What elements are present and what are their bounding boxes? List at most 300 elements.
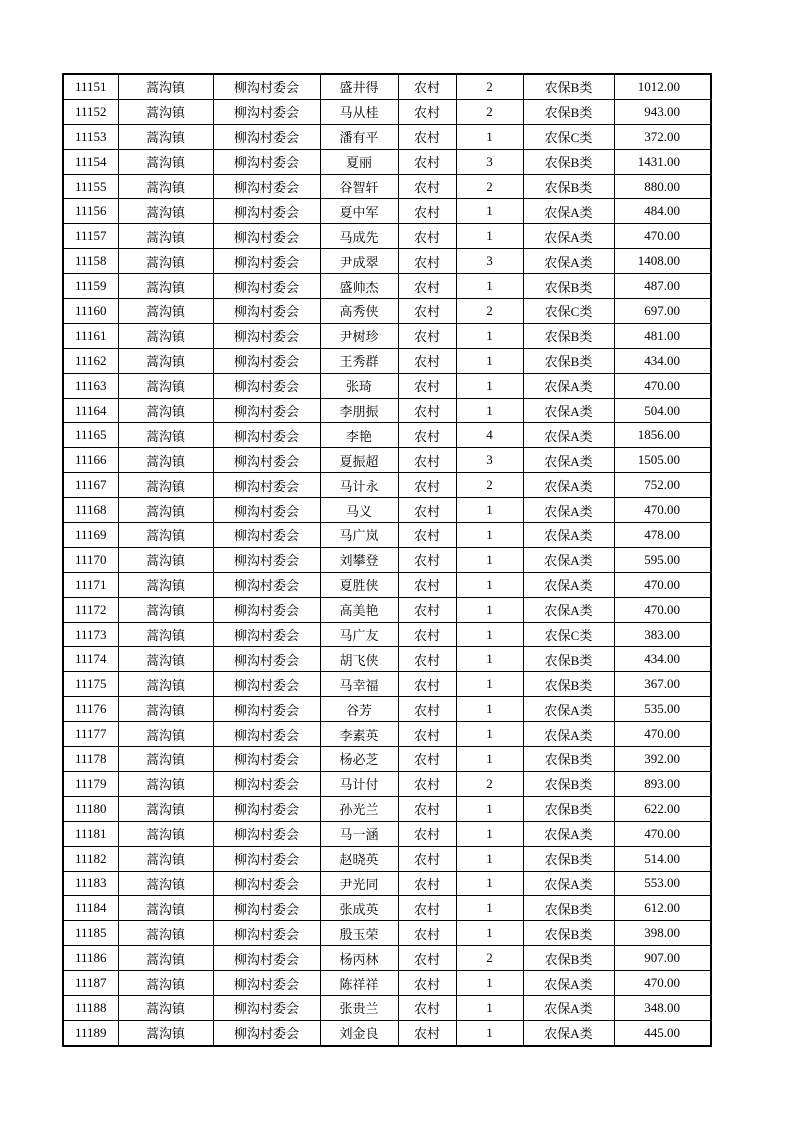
cell-person-count: 2	[456, 946, 523, 971]
cell-benefit-category: 农保A类	[523, 971, 614, 996]
cell-amount: 481.00	[614, 323, 711, 348]
table-row	[63, 398, 711, 423]
cell-name: 马幸福	[320, 672, 398, 697]
cell-village: 柳沟村委会	[213, 149, 320, 174]
table-row	[63, 597, 711, 622]
cell-id: 11175	[63, 672, 118, 697]
cell-benefit-category: 农保B类	[523, 323, 614, 348]
cell-residence-type: 农村	[398, 523, 456, 548]
cell-village: 柳沟村委会	[213, 572, 320, 597]
cell-town: 蒿沟镇	[118, 672, 213, 697]
table-row	[63, 747, 711, 772]
cell-town: 蒿沟镇	[118, 423, 213, 448]
cell-amount: 470.00	[614, 572, 711, 597]
cell-id: 11158	[63, 249, 118, 274]
cell-residence-type: 农村	[398, 846, 456, 871]
cell-id: 11155	[63, 174, 118, 199]
table-row	[63, 647, 711, 672]
cell-name: 胡飞侠	[320, 647, 398, 672]
table-row	[63, 124, 711, 149]
cell-name: 夏胜侠	[320, 572, 398, 597]
cell-name: 马广友	[320, 622, 398, 647]
cell-residence-type: 农村	[398, 747, 456, 772]
cell-id: 11182	[63, 846, 118, 871]
table-row	[63, 199, 711, 224]
cell-benefit-category: 农保B类	[523, 946, 614, 971]
cell-town: 蒿沟镇	[118, 796, 213, 821]
cell-person-count: 1	[456, 896, 523, 921]
cell-amount: 514.00	[614, 846, 711, 871]
table-row	[63, 572, 711, 597]
cell-village: 柳沟村委会	[213, 547, 320, 572]
cell-id: 11152	[63, 99, 118, 124]
cell-id: 11178	[63, 747, 118, 772]
cell-village: 柳沟村委会	[213, 846, 320, 871]
cell-village: 柳沟村委会	[213, 174, 320, 199]
cell-id: 11159	[63, 274, 118, 299]
cell-amount: 392.00	[614, 747, 711, 772]
cell-amount: 398.00	[614, 921, 711, 946]
cell-amount: 372.00	[614, 124, 711, 149]
cell-person-count: 4	[456, 423, 523, 448]
cell-residence-type: 农村	[398, 597, 456, 622]
cell-id: 11163	[63, 373, 118, 398]
cell-residence-type: 农村	[398, 896, 456, 921]
table-row	[63, 448, 711, 473]
cell-residence-type: 农村	[398, 647, 456, 672]
cell-amount: 348.00	[614, 995, 711, 1020]
cell-town: 蒿沟镇	[118, 299, 213, 324]
cell-name: 殷玉荣	[320, 921, 398, 946]
table-row	[63, 871, 711, 896]
cell-benefit-category: 农保B类	[523, 747, 614, 772]
cell-residence-type: 农村	[398, 74, 456, 99]
cell-person-count: 1	[456, 622, 523, 647]
cell-town: 蒿沟镇	[118, 523, 213, 548]
cell-name: 李朋振	[320, 398, 398, 423]
cell-village: 柳沟村委会	[213, 423, 320, 448]
cell-town: 蒿沟镇	[118, 921, 213, 946]
cell-town: 蒿沟镇	[118, 871, 213, 896]
cell-person-count: 1	[456, 199, 523, 224]
cell-residence-type: 农村	[398, 722, 456, 747]
cell-id: 11179	[63, 771, 118, 796]
cell-person-count: 3	[456, 448, 523, 473]
cell-person-count: 3	[456, 249, 523, 274]
cell-town: 蒿沟镇	[118, 697, 213, 722]
cell-name: 杨丙林	[320, 946, 398, 971]
cell-residence-type: 农村	[398, 946, 456, 971]
cell-name: 谷智轩	[320, 174, 398, 199]
cell-town: 蒿沟镇	[118, 249, 213, 274]
cell-residence-type: 农村	[398, 821, 456, 846]
cell-village: 柳沟村委会	[213, 896, 320, 921]
cell-benefit-category: 农保A类	[523, 373, 614, 398]
cell-benefit-category: 农保B类	[523, 149, 614, 174]
cell-village: 柳沟村委会	[213, 473, 320, 498]
cell-town: 蒿沟镇	[118, 149, 213, 174]
cell-id: 11160	[63, 299, 118, 324]
cell-town: 蒿沟镇	[118, 199, 213, 224]
table-row	[63, 224, 711, 249]
cell-amount: 484.00	[614, 199, 711, 224]
cell-person-count: 2	[456, 771, 523, 796]
cell-town: 蒿沟镇	[118, 821, 213, 846]
cell-village: 柳沟村委会	[213, 946, 320, 971]
cell-name: 张贵兰	[320, 995, 398, 1020]
cell-person-count: 1	[456, 647, 523, 672]
table-row	[63, 174, 711, 199]
cell-person-count: 1	[456, 995, 523, 1020]
cell-person-count: 2	[456, 74, 523, 99]
cell-benefit-category: 农保B类	[523, 796, 614, 821]
cell-name: 马计付	[320, 771, 398, 796]
cell-residence-type: 农村	[398, 274, 456, 299]
cell-residence-type: 农村	[398, 697, 456, 722]
cell-name: 马成先	[320, 224, 398, 249]
cell-benefit-category: 农保A类	[523, 547, 614, 572]
cell-person-count: 1	[456, 398, 523, 423]
cell-benefit-category: 农保A类	[523, 523, 614, 548]
cell-village: 柳沟村委会	[213, 299, 320, 324]
cell-benefit-category: 农保A类	[523, 199, 614, 224]
cell-name: 刘攀登	[320, 547, 398, 572]
cell-town: 蒿沟镇	[118, 274, 213, 299]
cell-amount: 553.00	[614, 871, 711, 896]
cell-amount: 1431.00	[614, 149, 711, 174]
cell-village: 柳沟村委会	[213, 672, 320, 697]
cell-person-count: 1	[456, 821, 523, 846]
cell-town: 蒿沟镇	[118, 224, 213, 249]
cell-person-count: 1	[456, 224, 523, 249]
cell-person-count: 1	[456, 547, 523, 572]
cell-id: 11172	[63, 597, 118, 622]
cell-benefit-category: 农保B类	[523, 896, 614, 921]
table-row	[63, 149, 711, 174]
cell-town: 蒿沟镇	[118, 622, 213, 647]
cell-amount: 1408.00	[614, 249, 711, 274]
cell-town: 蒿沟镇	[118, 448, 213, 473]
cell-town: 蒿沟镇	[118, 124, 213, 149]
cell-village: 柳沟村委会	[213, 647, 320, 672]
cell-name: 马计永	[320, 473, 398, 498]
cell-id: 11157	[63, 224, 118, 249]
cell-residence-type: 农村	[398, 572, 456, 597]
cell-person-count: 1	[456, 846, 523, 871]
table-row	[63, 498, 711, 523]
cell-town: 蒿沟镇	[118, 473, 213, 498]
cell-village: 柳沟村委会	[213, 74, 320, 99]
cell-person-count: 1	[456, 672, 523, 697]
cell-benefit-category: 农保C类	[523, 299, 614, 324]
cell-amount: 434.00	[614, 647, 711, 672]
cell-town: 蒿沟镇	[118, 74, 213, 99]
cell-town: 蒿沟镇	[118, 597, 213, 622]
cell-name: 李素英	[320, 722, 398, 747]
table-row	[63, 323, 711, 348]
cell-village: 柳沟村委会	[213, 1020, 320, 1045]
cell-village: 柳沟村委会	[213, 249, 320, 274]
table-row	[63, 995, 711, 1020]
cell-benefit-category: 农保A类	[523, 597, 614, 622]
cell-village: 柳沟村委会	[213, 448, 320, 473]
cell-name: 尹光同	[320, 871, 398, 896]
table-row	[63, 523, 711, 548]
cell-name: 盛帅杰	[320, 274, 398, 299]
cell-benefit-category: 农保A类	[523, 697, 614, 722]
cell-residence-type: 农村	[398, 249, 456, 274]
cell-benefit-category: 农保A类	[523, 224, 614, 249]
cell-name: 谷芳	[320, 697, 398, 722]
table-row	[63, 722, 711, 747]
cell-village: 柳沟村委会	[213, 697, 320, 722]
cell-id: 11151	[63, 74, 118, 99]
cell-town: 蒿沟镇	[118, 896, 213, 921]
cell-benefit-category: 农保B类	[523, 647, 614, 672]
cell-id: 11166	[63, 448, 118, 473]
cell-benefit-category: 农保B类	[523, 174, 614, 199]
cell-person-count: 1	[456, 1020, 523, 1045]
cell-person-count: 1	[456, 124, 523, 149]
cell-person-count: 3	[456, 149, 523, 174]
cell-amount: 470.00	[614, 224, 711, 249]
cell-village: 柳沟村委会	[213, 971, 320, 996]
cell-amount: 470.00	[614, 722, 711, 747]
cell-village: 柳沟村委会	[213, 373, 320, 398]
cell-id: 11153	[63, 124, 118, 149]
cell-benefit-category: 农保B类	[523, 771, 614, 796]
cell-id: 11181	[63, 821, 118, 846]
cell-residence-type: 农村	[398, 921, 456, 946]
cell-residence-type: 农村	[398, 995, 456, 1020]
table-row	[63, 473, 711, 498]
cell-benefit-category: 农保B类	[523, 348, 614, 373]
cell-residence-type: 农村	[398, 971, 456, 996]
cell-benefit-category: 农保B类	[523, 921, 614, 946]
cell-benefit-category: 农保A类	[523, 572, 614, 597]
cell-village: 柳沟村委会	[213, 597, 320, 622]
cell-amount: 612.00	[614, 896, 711, 921]
cell-benefit-category: 农保B类	[523, 672, 614, 697]
cell-id: 11170	[63, 547, 118, 572]
cell-id: 11162	[63, 348, 118, 373]
cell-village: 柳沟村委会	[213, 274, 320, 299]
cell-amount: 697.00	[614, 299, 711, 324]
cell-benefit-category: 农保A类	[523, 871, 614, 896]
cell-town: 蒿沟镇	[118, 647, 213, 672]
cell-village: 柳沟村委会	[213, 821, 320, 846]
cell-benefit-category: 农保B类	[523, 74, 614, 99]
cell-village: 柳沟村委会	[213, 124, 320, 149]
cell-person-count: 1	[456, 921, 523, 946]
cell-village: 柳沟村委会	[213, 523, 320, 548]
table-row	[63, 622, 711, 647]
table-row	[63, 821, 711, 846]
cell-town: 蒿沟镇	[118, 971, 213, 996]
cell-id: 11189	[63, 1020, 118, 1045]
cell-residence-type: 农村	[398, 1020, 456, 1045]
cell-amount: 470.00	[614, 971, 711, 996]
cell-amount: 893.00	[614, 771, 711, 796]
table-row	[63, 348, 711, 373]
table-row	[63, 771, 711, 796]
table-row	[63, 249, 711, 274]
cell-amount: 470.00	[614, 498, 711, 523]
cell-benefit-category: 农保A类	[523, 995, 614, 1020]
cell-benefit-category: 农保B类	[523, 846, 614, 871]
cell-residence-type: 农村	[398, 498, 456, 523]
cell-id: 11161	[63, 323, 118, 348]
cell-village: 柳沟村委会	[213, 199, 320, 224]
cell-name: 孙光兰	[320, 796, 398, 821]
cell-person-count: 2	[456, 299, 523, 324]
cell-name: 夏振超	[320, 448, 398, 473]
cell-person-count: 1	[456, 971, 523, 996]
cell-person-count: 1	[456, 796, 523, 821]
cell-person-count: 1	[456, 871, 523, 896]
cell-name: 张琦	[320, 373, 398, 398]
cell-residence-type: 农村	[398, 622, 456, 647]
table-row	[63, 99, 711, 124]
cell-residence-type: 农村	[398, 299, 456, 324]
cell-person-count: 1	[456, 274, 523, 299]
cell-town: 蒿沟镇	[118, 373, 213, 398]
cell-benefit-category: 农保A类	[523, 398, 614, 423]
cell-town: 蒿沟镇	[118, 572, 213, 597]
cell-residence-type: 农村	[398, 398, 456, 423]
cell-amount: 470.00	[614, 597, 711, 622]
cell-village: 柳沟村委会	[213, 323, 320, 348]
cell-person-count: 1	[456, 697, 523, 722]
cell-person-count: 2	[456, 473, 523, 498]
cell-person-count: 1	[456, 323, 523, 348]
cell-benefit-category: 农保A类	[523, 473, 614, 498]
cell-id: 11186	[63, 946, 118, 971]
cell-benefit-category: 农保A类	[523, 423, 614, 448]
cell-benefit-category: 农保B类	[523, 274, 614, 299]
cell-village: 柳沟村委会	[213, 771, 320, 796]
cell-residence-type: 农村	[398, 796, 456, 821]
cell-residence-type: 农村	[398, 473, 456, 498]
cell-amount: 1856.00	[614, 423, 711, 448]
cell-amount: 367.00	[614, 672, 711, 697]
cell-town: 蒿沟镇	[118, 946, 213, 971]
table-row	[63, 846, 711, 871]
table-row	[63, 971, 711, 996]
table-row	[63, 1020, 711, 1045]
cell-person-count: 1	[456, 747, 523, 772]
cell-amount: 622.00	[614, 796, 711, 821]
benefit-table-body	[63, 74, 711, 1046]
cell-amount: 1505.00	[614, 448, 711, 473]
cell-village: 柳沟村委会	[213, 398, 320, 423]
cell-amount: 445.00	[614, 1020, 711, 1045]
cell-name: 王秀群	[320, 348, 398, 373]
cell-residence-type: 农村	[398, 199, 456, 224]
cell-benefit-category: 农保A类	[523, 821, 614, 846]
cell-residence-type: 农村	[398, 348, 456, 373]
cell-amount: 383.00	[614, 622, 711, 647]
cell-residence-type: 农村	[398, 124, 456, 149]
cell-id: 11164	[63, 398, 118, 423]
cell-amount: 487.00	[614, 274, 711, 299]
cell-town: 蒿沟镇	[118, 547, 213, 572]
cell-village: 柳沟村委会	[213, 995, 320, 1020]
cell-name: 高美艳	[320, 597, 398, 622]
cell-id: 11165	[63, 423, 118, 448]
cell-residence-type: 农村	[398, 323, 456, 348]
cell-name: 高秀侠	[320, 299, 398, 324]
cell-village: 柳沟村委会	[213, 921, 320, 946]
cell-name: 张成英	[320, 896, 398, 921]
cell-id: 11156	[63, 199, 118, 224]
cell-benefit-category: 农保C类	[523, 124, 614, 149]
cell-name: 刘金良	[320, 1020, 398, 1045]
table-row	[63, 796, 711, 821]
cell-id: 11183	[63, 871, 118, 896]
cell-village: 柳沟村委会	[213, 796, 320, 821]
table-row	[63, 946, 711, 971]
cell-id: 11188	[63, 995, 118, 1020]
cell-id: 11167	[63, 473, 118, 498]
benefit-table	[62, 73, 712, 1047]
cell-person-count: 1	[456, 523, 523, 548]
cell-town: 蒿沟镇	[118, 348, 213, 373]
cell-benefit-category: 农保C类	[523, 622, 614, 647]
table-row	[63, 274, 711, 299]
cell-name: 尹成翠	[320, 249, 398, 274]
cell-residence-type: 农村	[398, 423, 456, 448]
cell-amount: 504.00	[614, 398, 711, 423]
cell-benefit-category: 农保A类	[523, 498, 614, 523]
cell-residence-type: 农村	[398, 448, 456, 473]
cell-residence-type: 农村	[398, 672, 456, 697]
cell-amount: 943.00	[614, 99, 711, 124]
cell-village: 柳沟村委会	[213, 722, 320, 747]
cell-name: 杨必芝	[320, 747, 398, 772]
cell-amount: 1012.00	[614, 74, 711, 99]
cell-town: 蒿沟镇	[118, 99, 213, 124]
cell-amount: 535.00	[614, 697, 711, 722]
cell-amount: 595.00	[614, 547, 711, 572]
table-row	[63, 74, 711, 99]
table-row	[63, 896, 711, 921]
cell-amount: 470.00	[614, 373, 711, 398]
cell-village: 柳沟村委会	[213, 498, 320, 523]
cell-town: 蒿沟镇	[118, 498, 213, 523]
cell-benefit-category: 农保A类	[523, 448, 614, 473]
cell-id: 11154	[63, 149, 118, 174]
cell-id: 11187	[63, 971, 118, 996]
table-row	[63, 697, 711, 722]
cell-person-count: 2	[456, 174, 523, 199]
cell-amount: 880.00	[614, 174, 711, 199]
table-row	[63, 299, 711, 324]
cell-town: 蒿沟镇	[118, 1020, 213, 1045]
cell-person-count: 1	[456, 498, 523, 523]
cell-residence-type: 农村	[398, 174, 456, 199]
cell-name: 马从桂	[320, 99, 398, 124]
cell-town: 蒿沟镇	[118, 398, 213, 423]
cell-amount: 478.00	[614, 523, 711, 548]
cell-id: 11180	[63, 796, 118, 821]
cell-benefit-category: 农保A类	[523, 722, 614, 747]
table-row	[63, 373, 711, 398]
cell-town: 蒿沟镇	[118, 323, 213, 348]
cell-name: 马广岚	[320, 523, 398, 548]
cell-town: 蒿沟镇	[118, 747, 213, 772]
cell-name: 潘有平	[320, 124, 398, 149]
